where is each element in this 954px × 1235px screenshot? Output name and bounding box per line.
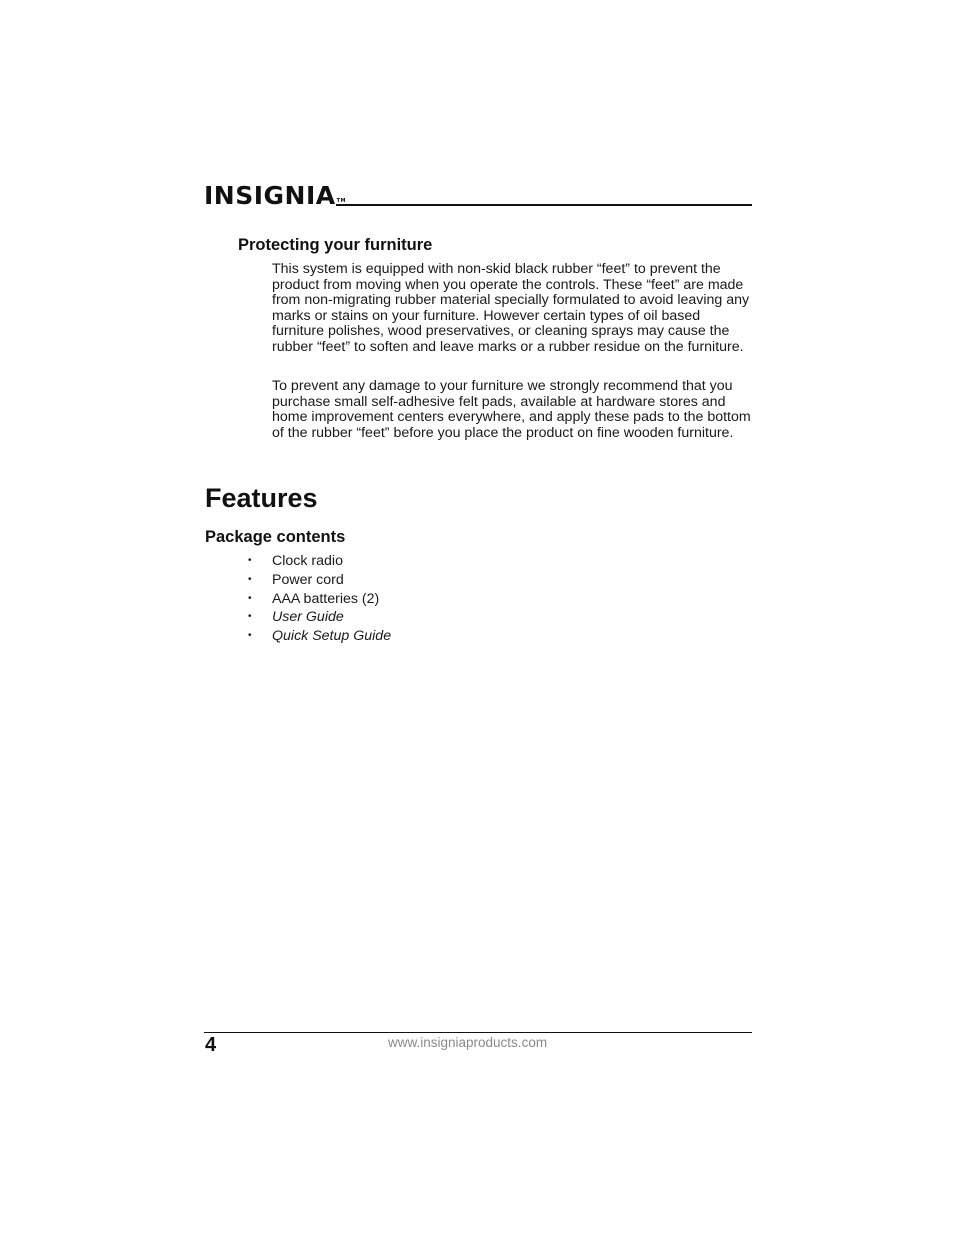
paragraph-felt-pads: To prevent any damage to your furniture we strongly recommend that you purchase small self-adhesive felt pads, available at hardware stores and home improvement centers everywhere, and apply these pads to the bottom of the rubber “feet” before you place the product on fine wooden furniture. xyxy=(272,378,751,441)
list-item-text: Clock radio xyxy=(272,553,343,569)
bullet-icon: • xyxy=(248,573,252,585)
section-heading-protecting-furniture: Protecting your furniture xyxy=(238,236,433,254)
paragraph-rubber-feet: This system is equipped with non-skid black rubber “feet” to prevent the product from moving when you operate the controls. These “feet” are made from non-migrating rubber material specially formulated to avoid leaving any marks or stains on your furniture. However certain types of oil based furniture polishes, wood preservatives, or cleaning sprays may cause the rubber “feet” to soften and leave marks or a rubber residue on the furniture. xyxy=(272,261,750,355)
bullet-icon: • xyxy=(248,611,252,623)
footer-rule xyxy=(204,1032,752,1033)
trademark-mark: TM xyxy=(336,198,347,204)
page-header xyxy=(204,180,752,210)
package-contents-heading: Package contents xyxy=(205,528,346,546)
header-rule xyxy=(336,204,752,206)
list-item-text: User Guide xyxy=(272,609,344,626)
insignia-logo xyxy=(204,182,346,210)
list-item-text: Quick Setup Guide xyxy=(272,628,392,645)
footer-url: www.insigniaproducts.com xyxy=(388,1035,548,1050)
bullet-icon: • xyxy=(248,630,252,642)
bullet-icon: • xyxy=(248,555,252,566)
brand-name: INSIGNIA xyxy=(204,181,336,210)
bullet-icon: • xyxy=(248,592,252,604)
features-heading: Features xyxy=(205,483,318,513)
list-item-text: Power cord xyxy=(272,571,344,588)
page-number: 4 xyxy=(205,1034,217,1056)
list-item-text: AAA batteries (2) xyxy=(272,590,380,607)
